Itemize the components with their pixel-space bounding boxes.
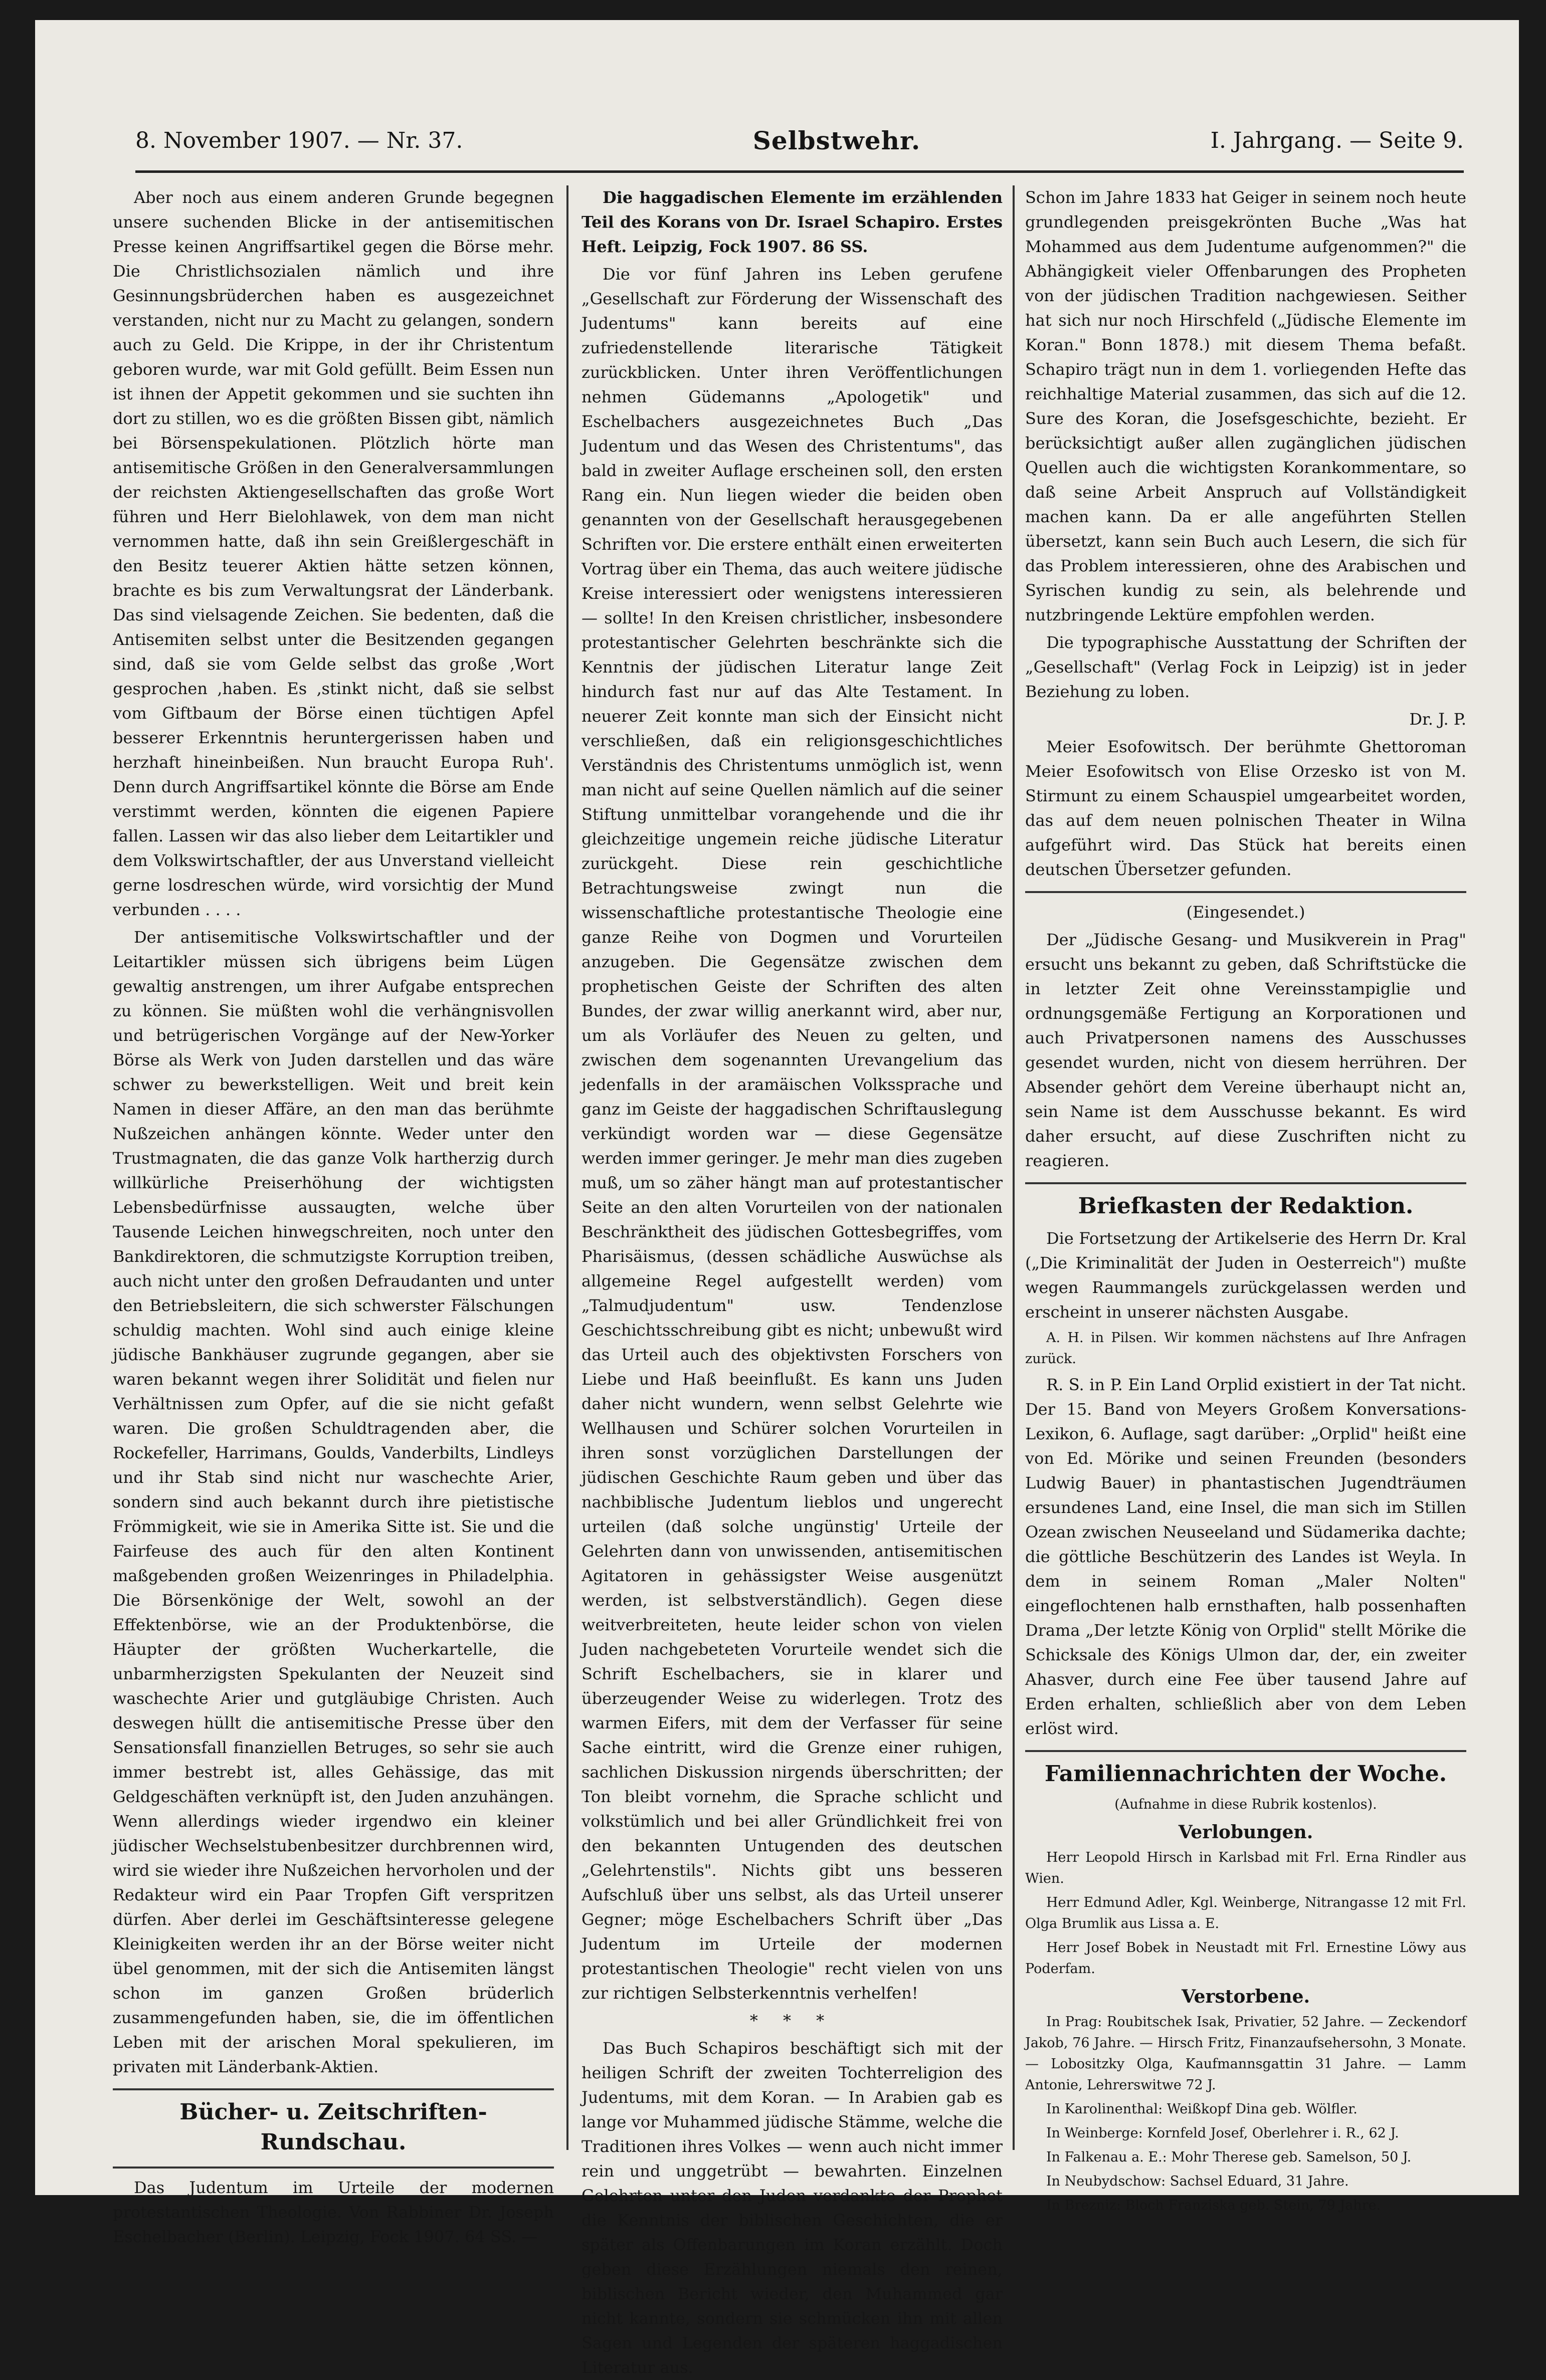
column-1 xyxy=(113,185,554,2246)
column-3 xyxy=(1025,185,1466,2213)
notice-paragraph: Der „Jüdische Gesang- und Musikverein in Prag" ersucht uns bekannt zu geben, daß Schriftstücke die in letzter Zeit ohne Vereinsstampiglie und ordnungsgemäße Fertigung an Korporationen und auch Privatpersonen namens des Ausschusses gesendet wurden, nicht von diesem herrühren. Der Absender gehört dem Vereine überhaupt nicht an, sein Name ist dem Ausschusse bekannt. Es wird daher ersucht, auf diese Zuschriften nicht zu reagieren. xyxy=(1025,930,1466,1170)
section-heading-books: Bücher- u. Zeitschriften-Rundschau. xyxy=(179,2099,487,2155)
issue-date: 8. November 1907. — Nr. 37. xyxy=(135,127,463,153)
signature: Dr. J. P. xyxy=(1409,710,1466,729)
column-divider xyxy=(1013,185,1015,2150)
section-rule xyxy=(113,2167,554,2169)
column-divider xyxy=(566,185,568,2150)
death-entry: In Weinberge: Kornfeld Josef, Oberlehrer i. R., 62 J. xyxy=(1046,2125,1399,2141)
death-entry: In Falkenau a. E.: Mohr Therese geb. Samelson, 50 J. xyxy=(1046,2149,1412,2165)
engagement-entry: Herr Josef Bobek in Neustadt mit Frl. Ernestine Löwy aus Poderfam. xyxy=(1025,1940,1466,1977)
section-rule xyxy=(1025,1750,1466,1752)
death-entry: In Brezniz: Bloch Franziska geb. Stein, 79 Jahre. xyxy=(1046,2198,1381,2213)
section-heading-family: Familiennachrichten der Woche. xyxy=(1044,1761,1447,1787)
news-item: Meier Esofowitsch. Der berühmte Ghettoroman Meier Esofowitsch von Elise Orzesko ist von M. Stirmunt zu einem Schauspiel umgearbeitet worden, das auf dem neuen polnischen Theater in Wilna aufgeführt wird. Das Stück hat bereits einen deutschen Übersetzer gefunden. xyxy=(1025,737,1466,879)
newspaper-title: Selbstwehr. xyxy=(752,125,921,155)
letterbox-item: Die Fortsetzung der Artikelserie des Herrn Dr. Kral („Die Kriminalität der Juden in Oesterreich") mußte wegen Raummangels zurückgelassen werden und erscheint in unserer nächsten Ausgabe. xyxy=(1025,1229,1466,1322)
submitted-label: (Eingesendet.) xyxy=(1186,903,1305,922)
newspaper-page xyxy=(35,20,1519,2377)
section-rule xyxy=(113,2088,554,2090)
engagement-entry: Herr Edmund Adler, Kgl. Weinberge, Nitrangasse 12 mit Frl. Olga Brumlik aus Lissa a. E. xyxy=(1025,1895,1466,1931)
section-rule xyxy=(1025,1182,1466,1184)
subheading-engagements: Verlobungen. xyxy=(1178,1822,1313,1843)
book-review: Das Judentum im Urteile der modernen protestantischen Theologie. Von Rabbiner Dr. Joseph Eschelbacher (Berlin). Leipzig, Fock 1907. 64 SS. — xyxy=(113,2178,554,2246)
engagement-entry: Herr Leopold Hirsch in Karlsbad mit Frl. Erna Rindler aus Wien. xyxy=(1025,1850,1466,1886)
column-2 xyxy=(582,185,1003,2377)
subheading-deceased: Verstorbene. xyxy=(1181,1986,1310,2007)
page-header xyxy=(135,118,1464,163)
letterbox-item: R. S. in P. Ein Land Orplid existiert in der Tat nicht. Der 15. Band von Meyers Großem Konversations-Lexikon, 6. Auflage, sagt darüber: „Orplid" heißt eine von Ed. Mörike und seinen Freunden (besonders Ludwig Bauer) in phantastischen Jugendträumen ersundenes Land, eine Insel, die man sich im Stillen Ozean zwischen Neuseeland und Südamerika dachte; die göttliche Beschützerin des Landes ist Weyla. In dem in seinem Roman „Maler Nolten" eingeflochtenen halb ernsthaften, halb possenhaften Drama „Der letzte König von Orplid" stellt Mörike die Schicksale des Königs Ulmon dar, der, ein zweiter Ahasver, durch eine Fee über tausend Jahre auf Erden erhalten, schließlich aber von dem Leben erlöst wird. xyxy=(1025,1375,1466,1738)
article-paragraph: Der antisemitische Volkswirtschaftler und der Leitartikler müssen sich übrigens beim Lügen gewaltig anstrengen, um ihrer Aufgabe entsprechen zu können. Sie müßten wohl die verhängnisvollen und betrügerischen Vorgänge auf der New-Yorker Börse als Werk von Juden darstellen und das wäre schwer zu bewerkstelligen. Weit und breit kein Namen in dieser Affäre, an den man das berühmte Nußzeichen anhängen könnte. Weder unter den Trustmagnaten, die das ganze Volk hartherzig durch willkürliche Preiserhöhung der wichtigsten Lebensbedürfnisse aussaugten, welche über Tausende Leichen hinwegschreiten, noch unter den Bankdirektoren, die schmutzigste Korruption treiben, auch nicht unter den großen Defraudanten und unter den Betriebsleitern, die sich schwerster Fälschungen schuldig machten. Wohl sind auch einige kleine jüdische Bankhäuser zugrunde gegangen, aber sie waren bekannt wegen ihrer Solidität und fielen nur Verhältnissen zum Opfer, auf die sie nicht gefaßt waren. Die großen Schuldtragenden aber, die Rockefeller, Harrimans, Goulds, Vanderbilts, Lindleys und ihr Stab sind nicht nur waschechte Arier, sondern sind auch bekannt durch ihre pietistische Frömmigkeit, wie sie in Amerika Sitte ist. Sie und die Fairfeuse des auch für den alten Kontinent maßgebenden großen Weizenringes in Philadelphia. Die Börsenkönige der Welt, sowohl an der Effektenbörse, wie an der Produktenbörse, die Häupter der größten Wucherkartelle, die unbarmherzigsten Spekulanten der Neuzeit sind waschechte Arier und gutgläubige Christen. Auch deswegen hüllt die antisemitische Presse über den Sensationsfall finanziellen Betruges, so sehr sie auch immer bestrebt ist, alles Gehässige, das mit Geldgeschäften verknüpft ist, den Juden anzuhängen. Wenn allerdings wieder irgendwo ein kleiner jüdischer Wechselstubenbesitzer durchbrennen wird, wird sie wieder ihre Nußzeichen hervorholen und der Redakteur wird ein Paar Tropfen Gift verspritzen dürfen. Aber derlei im Geschäftsinteresse gelegene Kleinigkeiten werden ihr an der Börse weiter nicht übel genommen, mit der sich die Antisemiten längst schon im ganzen Großen brüderlich zusammengefunden haben, sie, die im öffentlichen Leben mit der arischen Moral spekulieren, im privaten mit Länderbank-Aktien. xyxy=(113,928,554,2076)
death-entry: In Prag: Roubitschek Isak, Privatier, 52 Jahre. — Zeckendorf Jakob, 76 Jahre. — Hirsch Fritz, Finanzaufsehersohn, 3 Monate. — Lobositzky Olga, Kaufmannsgattin 31 Jahre. — Lamm Antonie, Lehrerswitwe 72 J. xyxy=(1025,2014,1466,2093)
death-entry: In Neubydschow: Sachsel Eduard, 31 Jahre. xyxy=(1046,2174,1349,2189)
section-stars: * * * xyxy=(749,2011,835,2030)
letterbox-item: A. H. in Pilsen. Wir kommen nächstens auf Ihre Anfragen zurück. xyxy=(1025,1330,1466,1367)
review-paragraph: Das Buch Schapiros beschäftigt sich mit der heiligen Schrift der zweiten Tochterreligion des Judentums, mit dem Koran. — In Arabien gab es lange vor Muhammed jüdische Stämme, welche die Traditionen ihres Volkes — wenn auch nicht immer rein und unggetrübt — bewahrten. Einzelnen Gelehrten unter den Juden verdankte der Prophet die Kenntnis der biblischen Geschichten, die er später als Offenbarungen im Koran erzählt. Doch geben diese Erzählungen niemals den reinen, biblischen Bericht wieder, den Muhammed gar nicht kannte, sondern sie schmücken ihn mit allen Sagen und Legenden der späteren haggadischen Literatur aus. xyxy=(582,2039,1003,2377)
volume-page: I. Jahrgang. — Seite 9. xyxy=(1210,127,1464,153)
section-heading-letterbox: Briefkasten der Redaktion. xyxy=(1078,1193,1414,1219)
article-paragraph: Aber noch aus einem anderen Grunde begegnen unsere suchenden Blicke in der antisemitischen Presse keinen Angriffsartikel gegen die Börse mehr. Die Christlichsozialen nämlich und ihre Gesinnungsbrüderchen haben es ausgezeichnet verstanden, nicht nur zu Macht zu gelangen, sondern auch zu Geld. Die Krippe, in der ihr Christentum geboren wurde, war mit Gold gefüllt. Beim Essen nun ist ihnen der Appetit gekommen und sie suchten ihn dort zu stillen, wo es die größten Bissen gibt, nämlich bei Börsenspekulationen. Plötzlich hörte man antisemitische Größen in den Generalversammlungen der reichsten Aktiengesellschaften das große Wort führen und Herr Bielohlawek, von dem man nicht vernommen hatte, daß ihn sein Greißlergeschäft in den Besitz teuerer Aktien hätte setzen können, brachte es bis zum Verwaltungsrat der Länderbank. Das sind vielsagende Zeichen. Sie bedenten, daß die Antisemiten selbst unter die Besitzenden gegangen sind, daß sie vom Gelde selbst das große ‚Wort gesprochen ‚haben. Es ‚stinkt nicht, daß sie selbst vom Giftbaum der Börse einen tüchtigen Apfel besserer Erkenntnis heruntergerissen haben und herzhaft hineinbeißen. Nun braucht Europa Ruh'. Denn durch Angriffsartikel könnte die Börse am Ende verstimmt werden, könnten die eigenen Papiere fallen. Lassen wir das also lieber dem Leitartikler und dem Volkswirtschaftler, der aus Unverstand vielleicht gerne losdreschen würde, wird vorsichtig der Mund verbunden . . . . xyxy=(113,188,554,919)
section-rule xyxy=(1025,891,1466,893)
review-paragraph: Die typographische Ausstattung der Schriften der „Gesellschaft" (Verlag Fock in Leipzig) ist in jeder Beziehung zu loben. xyxy=(1025,633,1466,701)
review-paragraph: Schon im Jahre 1833 hat Geiger in seinem noch heute grundlegenden preisgekrönten Buche „Was hat Mohammed aus dem Judentume aufgenommen?" die Abhängigkeit vieler Offenbarungen des Propheten von der jüdischen Tradition nachgewiesen. Seither hat sich nur noch Hirschfeld („Jüdische Elemente im Koran." Bonn 1878.) mit diesem Thema befaßt. Schapiro trägt nun in dem 1. vorliegenden Hefte das reichhaltige Material zusammen, das sich auf die 12. Sure des Koran, die Josefsgeschichte, bezieht. Er berücksichtigt außer allen zugänglichen jüdischen Quellen auch die wichtigsten Korankommentare, so daß seine Arbeit Anspruch auf Vollständigkeit machen kann. Da er alle angeführten Stellen übersetzt, kann sein Buch auch Lesern, die sich für das Problem interessieren, ohne des Arabischen und Syrischen kundig zu sein, als belehrende und nutzbringende Lektüre empfohlen werden. xyxy=(1025,188,1466,624)
family-note: (Aufnahme in diese Rubrik kostenlos). xyxy=(1114,1797,1377,1812)
death-entry: In Karolinenthal: Weißkopf Dina geb. Wölfler. xyxy=(1046,2101,1358,2117)
review-paragraph: Die vor fünf Jahren ins Leben gerufene „Gesellschaft zur Förderung der Wissenschaft des Judentums" kann bereits auf eine zufriedenstellende literarische Tätigkeit zurückblicken. Unter ihren Veröffentlichungen nehmen Güdemanns „Apologetik" und Eschelbachers ausgezeichnetes Buch „Das Judentum und das Wesen des Christentums", das bald in zweiter Auflage erscheinen soll, den ersten Rang ein. Nun liegen wieder die beiden oben genannten von der Gesellschaft herausgegebenen Schriften vor. Die erstere enthält einen erweiterten Vortrag über ein Thema, das auch weitere jüdische Kreise interessiert oder wenigstens interessieren — sollte! In den Kreisen christlicher, insbesondere protestantischer Gelehrten beschränkte sich die Kenntnis der jüdischen Literatur lange Zeit hindurch fast nur auf das Alte Testament. In neuerer Zeit konnte man sich der Einsicht nicht verschließen, daß ein religionsgeschichtliches Verständnis des Christentums unmöglich ist, wenn man nicht auf seine Quellen nämlich auf die seiner Stiftung unmittelbar vorangehende und die ihr gleichzeitige ungemein reiche jüdische Literatur zurückgeht. Diese rein geschichtliche Betrachtungsweise zwingt nun die wissenschaftliche protestantische Theologie eine ganze Reihe von Dogmen und Vorurteilen anzugeben. Die Gegensätze zwischen dem prophetischen Geiste der Schriften des alten Bundes, der zwar willig anerkannt wird, aber nur, um als Vorläufer des Neuen zu gelten, und zwischen dem sogenannten Urevangelium das jedenfalls in der aramäischen Volkssprache und ganz im Geiste der haggadischen Schriftauslegung verkündigt worden war — diese Gegensätze werden immer geringer. Je mehr man dies zugeben muß, um so zäher hängt man auf protestantischer Seite an den alten Vorurteilen von der nationalen Beschränktheit des jüdischen Gottesbegriffes, vom Pharisäismus, (dessen schädliche Auswüchse als allgemeine Regel aufgestellt werden) vom „Talmudjudentum" usw. Tendenzlose Geschichtsschreibung gibt es nicht; unbewußt wird das Urteil auch des objektivsten Forschers von Liebe und Haß beeinflußt. Es kann uns Juden daher nicht wundern, wenn selbst Gelehrte wie Wellhausen und Schürer solchen Vorurteilen in ihren sonst vorzüglichen Darstellungen der jüdischen Geschichte Raum geben und über das nachbiblische Judentum lieblos und ungerecht urteilen (daß solche ungünstig' Urteile der Gelehrten dann von unwissenden, antisemitischen Agitatoren in gehässigster Weise ausgenützt werden, ist selbstverständlich). Gegen diese weitverbreiteten, heute leider schon von vielen Juden nachgebeteten Vorurteile wendet sich die Schrift Eschelbachers, sie in klarer und überzeugender Weise zu widerlegen. Trotz des warmen Eifers, mit dem der Verfasser für seine Sache eintritt, wird die Grenze einer ruhigen, sachlichen Diskussion nirgends überschritten; der Ton bleibt vornehm, die Sprache schlicht und volkstümlich und bei aller Gründlichkeit frei von den bekannten Untugenden des deutschen „Gelehrtenstils". Nichts gibt uns besseren Aufschluß über uns selbst, als das Urteil unserer Gegner; möge Eschelbachers Schrift über „Das Judentum im Urteile der modernen protestantischen Theologie" recht vielen von uns zur richtigen Selbsterkenntnis verhelfen! xyxy=(582,265,1003,2003)
header-rule xyxy=(135,170,1464,173)
book-title: Die haggadischen Elemente im erzählenden Teil des Korans von Dr. Israel Schapiro. Erstes Heft. Leipzig, Fock 1907. 86 SS. xyxy=(582,188,1003,256)
